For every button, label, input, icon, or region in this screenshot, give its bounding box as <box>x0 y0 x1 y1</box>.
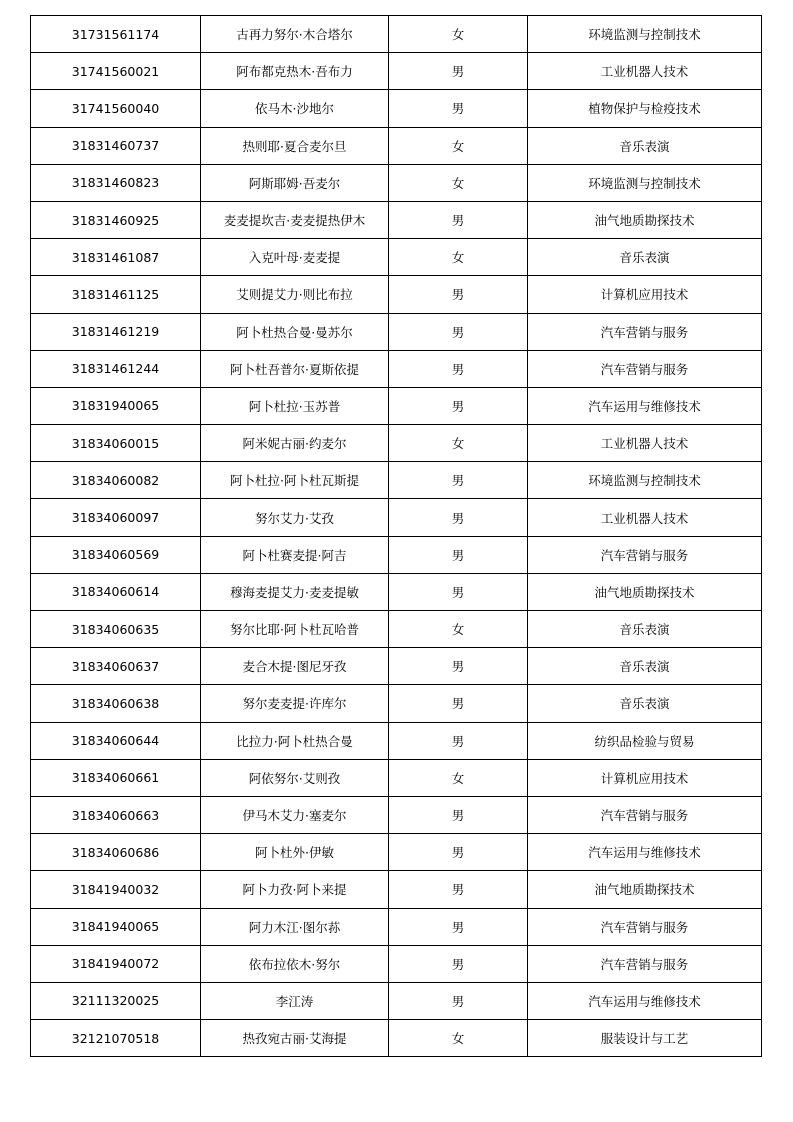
student-name-cell: 阿斯耶姆·吾麦尔 <box>201 164 389 201</box>
student-name-cell: 穆海麦提艾力·麦麦提敏 <box>201 573 389 610</box>
student-id-cell: 31834060638 <box>31 685 201 722</box>
student-major-cell: 油气地质勘探技术 <box>528 573 762 610</box>
student-id-cell: 31834060015 <box>31 425 201 462</box>
student-major-cell: 工业机器人技术 <box>528 425 762 462</box>
student-major-cell: 计算机应用技术 <box>528 759 762 796</box>
table-row <box>31 313 762 350</box>
table-row <box>31 759 762 796</box>
student-gender-cell: 男 <box>389 945 528 982</box>
student-name-cell: 伊马木艾力·塞麦尔 <box>201 796 389 833</box>
student-gender-cell: 女 <box>389 16 528 53</box>
table-row <box>31 387 762 424</box>
student-major-cell: 汽车运用与维修技术 <box>528 834 762 871</box>
student-id-cell: 31831461087 <box>31 239 201 276</box>
student-gender-cell: 男 <box>389 499 528 536</box>
student-major-cell: 环境监测与控制技术 <box>528 462 762 499</box>
student-gender-cell: 男 <box>389 685 528 722</box>
student-gender-cell: 男 <box>389 908 528 945</box>
table-row <box>31 611 762 648</box>
table-row <box>31 53 762 90</box>
student-id-cell: 31741560021 <box>31 53 201 90</box>
student-gender-cell: 女 <box>389 164 528 201</box>
student-gender-cell: 男 <box>389 462 528 499</box>
student-major-cell: 音乐表演 <box>528 127 762 164</box>
student-gender-cell: 女 <box>389 611 528 648</box>
student-id-cell: 31841940032 <box>31 871 201 908</box>
student-major-cell: 计算机应用技术 <box>528 276 762 313</box>
student-gender-cell: 女 <box>389 425 528 462</box>
student-id-cell: 31831460823 <box>31 164 201 201</box>
student-name-cell: 阿卜杜吾普尔·夏斯依提 <box>201 350 389 387</box>
student-name-cell: 古再力努尔·木合塔尔 <box>201 16 389 53</box>
student-gender-cell: 男 <box>389 201 528 238</box>
table-row <box>31 871 762 908</box>
table-row <box>31 685 762 722</box>
table-row <box>31 945 762 982</box>
student-name-cell: 阿卜杜外·伊敏 <box>201 834 389 871</box>
student-major-cell: 汽车营销与服务 <box>528 313 762 350</box>
table-row <box>31 499 762 536</box>
student-gender-cell: 男 <box>389 871 528 908</box>
student-gender-cell: 男 <box>389 536 528 573</box>
student-name-cell: 阿力木江·图尔荪 <box>201 908 389 945</box>
student-id-cell: 31831460737 <box>31 127 201 164</box>
student-major-cell: 汽车营销与服务 <box>528 908 762 945</box>
student-name-cell: 麦合木提·图尼牙孜 <box>201 648 389 685</box>
student-major-cell: 音乐表演 <box>528 648 762 685</box>
student-id-cell: 31834060661 <box>31 759 201 796</box>
student-major-cell: 汽车营销与服务 <box>528 945 762 982</box>
student-gender-cell: 男 <box>389 982 528 1019</box>
student-name-cell: 阿依努尔·艾则孜 <box>201 759 389 796</box>
student-major-cell: 服装设计与工艺 <box>528 1020 762 1057</box>
student-gender-cell: 男 <box>389 796 528 833</box>
student-major-cell: 纺织品检验与贸易 <box>528 722 762 759</box>
student-major-cell: 音乐表演 <box>528 685 762 722</box>
table-row <box>31 127 762 164</box>
student-id-cell: 31841940065 <box>31 908 201 945</box>
student-name-cell: 入克叶母·麦麦提 <box>201 239 389 276</box>
student-major-cell: 汽车营销与服务 <box>528 796 762 833</box>
student-id-cell: 31831460925 <box>31 201 201 238</box>
student-gender-cell: 男 <box>389 53 528 90</box>
student-name-cell: 麦麦提坎吉·麦麦提热伊木 <box>201 201 389 238</box>
student-major-cell: 环境监测与控制技术 <box>528 164 762 201</box>
student-id-cell: 31834060663 <box>31 796 201 833</box>
student-gender-cell: 男 <box>389 350 528 387</box>
student-gender-cell: 男 <box>389 90 528 127</box>
student-name-cell: 热孜宛古丽·艾海提 <box>201 1020 389 1057</box>
table-row <box>31 239 762 276</box>
table-row <box>31 982 762 1019</box>
student-major-cell: 音乐表演 <box>528 611 762 648</box>
student-name-cell: 努尔麦麦提·许库尔 <box>201 685 389 722</box>
table-row <box>31 573 762 610</box>
student-name-cell: 阿卜杜拉·阿卜杜瓦斯提 <box>201 462 389 499</box>
student-major-cell: 油气地质勘探技术 <box>528 871 762 908</box>
student-name-cell: 比拉力·阿卜杜热合曼 <box>201 722 389 759</box>
table-row <box>31 834 762 871</box>
student-gender-cell: 女 <box>389 1020 528 1057</box>
student-major-cell: 音乐表演 <box>528 239 762 276</box>
student-id-cell: 31834060644 <box>31 722 201 759</box>
student-gender-cell: 女 <box>389 239 528 276</box>
student-name-cell: 阿布都克热木·吾布力 <box>201 53 389 90</box>
student-name-cell: 阿卜杜赛麦提·阿吉 <box>201 536 389 573</box>
table-row <box>31 16 762 53</box>
student-id-cell: 31834060082 <box>31 462 201 499</box>
student-id-cell: 31831461244 <box>31 350 201 387</box>
table-row <box>31 908 762 945</box>
student-major-cell: 汽车营销与服务 <box>528 536 762 573</box>
table-row <box>31 722 762 759</box>
table-row <box>31 796 762 833</box>
table-row <box>31 425 762 462</box>
student-table <box>30 15 762 1057</box>
student-major-cell: 工业机器人技术 <box>528 499 762 536</box>
student-table-body <box>31 16 762 1057</box>
student-name-cell: 努尔比耶·阿卜杜瓦哈普 <box>201 611 389 648</box>
student-id-cell: 31834060686 <box>31 834 201 871</box>
student-major-cell: 汽车营销与服务 <box>528 350 762 387</box>
student-gender-cell: 男 <box>389 313 528 350</box>
student-id-cell: 31834060614 <box>31 573 201 610</box>
student-id-cell: 31834060637 <box>31 648 201 685</box>
student-gender-cell: 男 <box>389 387 528 424</box>
student-name-cell: 艾则提艾力·则比布拉 <box>201 276 389 313</box>
student-name-cell: 阿卜力孜·阿卜来提 <box>201 871 389 908</box>
student-id-cell: 31831461219 <box>31 313 201 350</box>
student-major-cell: 汽车运用与维修技术 <box>528 982 762 1019</box>
student-id-cell: 31741560040 <box>31 90 201 127</box>
student-id-cell: 31841940072 <box>31 945 201 982</box>
table-row <box>31 536 762 573</box>
student-gender-cell: 男 <box>389 834 528 871</box>
student-name-cell: 阿卜杜热合曼·曼苏尔 <box>201 313 389 350</box>
student-gender-cell: 女 <box>389 759 528 796</box>
student-name-cell: 阿卜杜拉·玉苏普 <box>201 387 389 424</box>
student-name-cell: 阿米妮古丽·约麦尔 <box>201 425 389 462</box>
student-gender-cell: 男 <box>389 573 528 610</box>
student-major-cell: 环境监测与控制技术 <box>528 16 762 53</box>
student-id-cell: 31831940065 <box>31 387 201 424</box>
table-row <box>31 90 762 127</box>
student-id-cell: 32111320025 <box>31 982 201 1019</box>
table-row <box>31 276 762 313</box>
student-major-cell: 汽车运用与维修技术 <box>528 387 762 424</box>
student-gender-cell: 男 <box>389 722 528 759</box>
student-name-cell: 依布拉依木·努尔 <box>201 945 389 982</box>
student-gender-cell: 男 <box>389 276 528 313</box>
table-row <box>31 1020 762 1057</box>
student-id-cell: 31831461125 <box>31 276 201 313</box>
student-major-cell: 工业机器人技术 <box>528 53 762 90</box>
student-id-cell: 31731561174 <box>31 16 201 53</box>
table-row <box>31 201 762 238</box>
table-row <box>31 164 762 201</box>
student-id-cell: 32121070518 <box>31 1020 201 1057</box>
student-gender-cell: 男 <box>389 648 528 685</box>
table-row <box>31 462 762 499</box>
student-id-cell: 31834060635 <box>31 611 201 648</box>
student-major-cell: 植物保护与检疫技术 <box>528 90 762 127</box>
student-name-cell: 李江涛 <box>201 982 389 1019</box>
student-gender-cell: 女 <box>389 127 528 164</box>
student-name-cell: 依马木·沙地尔 <box>201 90 389 127</box>
student-name-cell: 热则耶·夏合麦尔旦 <box>201 127 389 164</box>
student-major-cell: 油气地质勘探技术 <box>528 201 762 238</box>
student-id-cell: 31834060569 <box>31 536 201 573</box>
student-name-cell: 努尔艾力·艾孜 <box>201 499 389 536</box>
student-id-cell: 31834060097 <box>31 499 201 536</box>
table-row <box>31 350 762 387</box>
table-row <box>31 648 762 685</box>
